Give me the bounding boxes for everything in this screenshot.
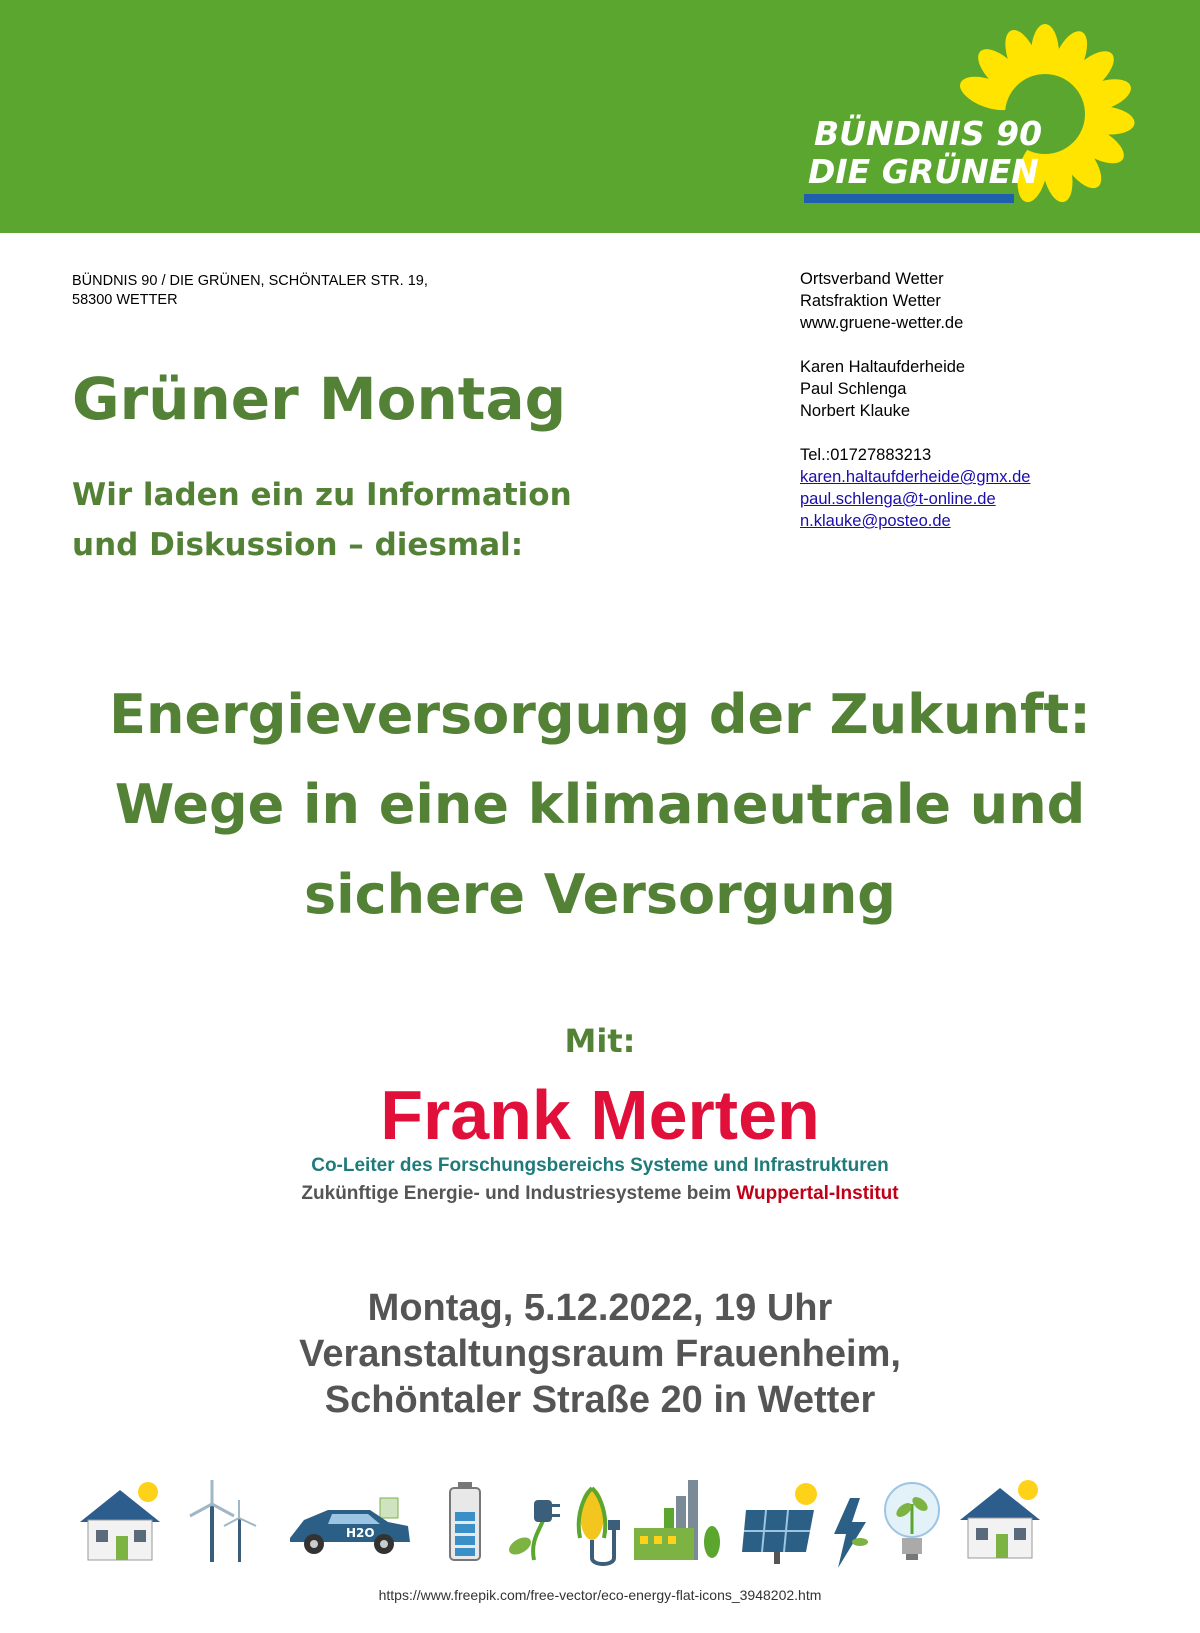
logo-underline-bar — [804, 194, 1014, 203]
header-band — [0, 0, 1200, 233]
contact-website: www.gruene-wetter.de — [800, 314, 964, 332]
headline-line3: sichere Versorgung — [304, 863, 896, 926]
speaker-intro: Mit: — [564, 1022, 636, 1060]
eco-bulb-icon — [882, 1480, 942, 1572]
hydrogen-car-icon — [284, 1494, 416, 1558]
speaker-name: Frank Merten — [380, 1076, 820, 1154]
eco-plug-icon — [504, 1490, 564, 1564]
wind-turbine-icon — [184, 1478, 262, 1564]
speaker-role-line1: Co-Leiter des Forschungsbereichs Systeme und Infrastrukturen — [311, 1155, 889, 1176]
speaker-institute: Wuppertal-Institut — [736, 1183, 899, 1204]
car-label: H2O — [346, 1526, 375, 1540]
contact-block — [800, 268, 1030, 532]
contact-person3: Norbert Klauke — [800, 402, 911, 420]
sender-address — [72, 272, 428, 310]
green-factory-icon — [628, 1480, 724, 1566]
battery-icon — [446, 1482, 486, 1566]
solar-house-icon — [76, 1480, 164, 1564]
corn-biofuel-icon — [570, 1478, 628, 1568]
speaker-role-line2 — [0, 1183, 1200, 1205]
event-headline — [40, 670, 1160, 940]
email-link-3[interactable]: n.klauke@posteo.de — [800, 512, 951, 530]
event-venue: Veranstaltungsraum Frauenheim, — [299, 1333, 901, 1375]
party-logo — [800, 22, 1140, 222]
logo-text-line1: BÜNDNIS 90 — [814, 114, 1043, 153]
contact-org2: Ratsfraktion Wetter — [800, 292, 941, 310]
subtitle-line2: und Diskussion – diesmal: — [72, 527, 524, 563]
contact-phone: Tel.:01727883213 — [800, 446, 932, 464]
event-date: Montag, 5.12.2022, 19 Uhr — [367, 1287, 833, 1329]
solar-house-icon-2 — [956, 1478, 1044, 1564]
sender-line1: BÜNDNIS 90 / DIE GRÜNEN, SCHÖNTALER STR. 19, — [72, 273, 428, 289]
contact-person1: Karen Haltaufderheide — [800, 358, 966, 376]
solar-panel-icon — [742, 1480, 824, 1566]
image-credit: https://www.freepik.com/free-vector/eco-energy-flat-icons_3948202.htm — [378, 1587, 822, 1603]
contact-org1: Ortsverband Wetter — [800, 270, 944, 288]
page-title: Grüner Montag — [72, 365, 567, 433]
event-details — [0, 1285, 1200, 1423]
email-link-2[interactable]: paul.schlenga@t-online.de — [800, 490, 996, 508]
sender-line2: 58300 WETTER — [72, 292, 178, 308]
email-link-1[interactable]: karen.haltaufderheide@gmx.de — [800, 468, 1031, 486]
event-address: Schöntaler Straße 20 in Wetter — [324, 1379, 876, 1421]
contact-person2: Paul Schlenga — [800, 380, 907, 398]
logo-text-line2: DIE GRÜNEN — [808, 152, 1039, 191]
speaker-role-prefix: Zukünftige Energie- und Industriesysteme beim — [301, 1183, 732, 1204]
lightning-icon — [830, 1498, 870, 1570]
subtitle-line1: Wir laden ein zu Information — [72, 477, 572, 513]
headline-line1: Energieversorgung der Zukunft: — [109, 683, 1091, 746]
subtitle — [72, 470, 572, 570]
headline-line2: Wege in eine klimaneutrale und — [114, 773, 1086, 836]
